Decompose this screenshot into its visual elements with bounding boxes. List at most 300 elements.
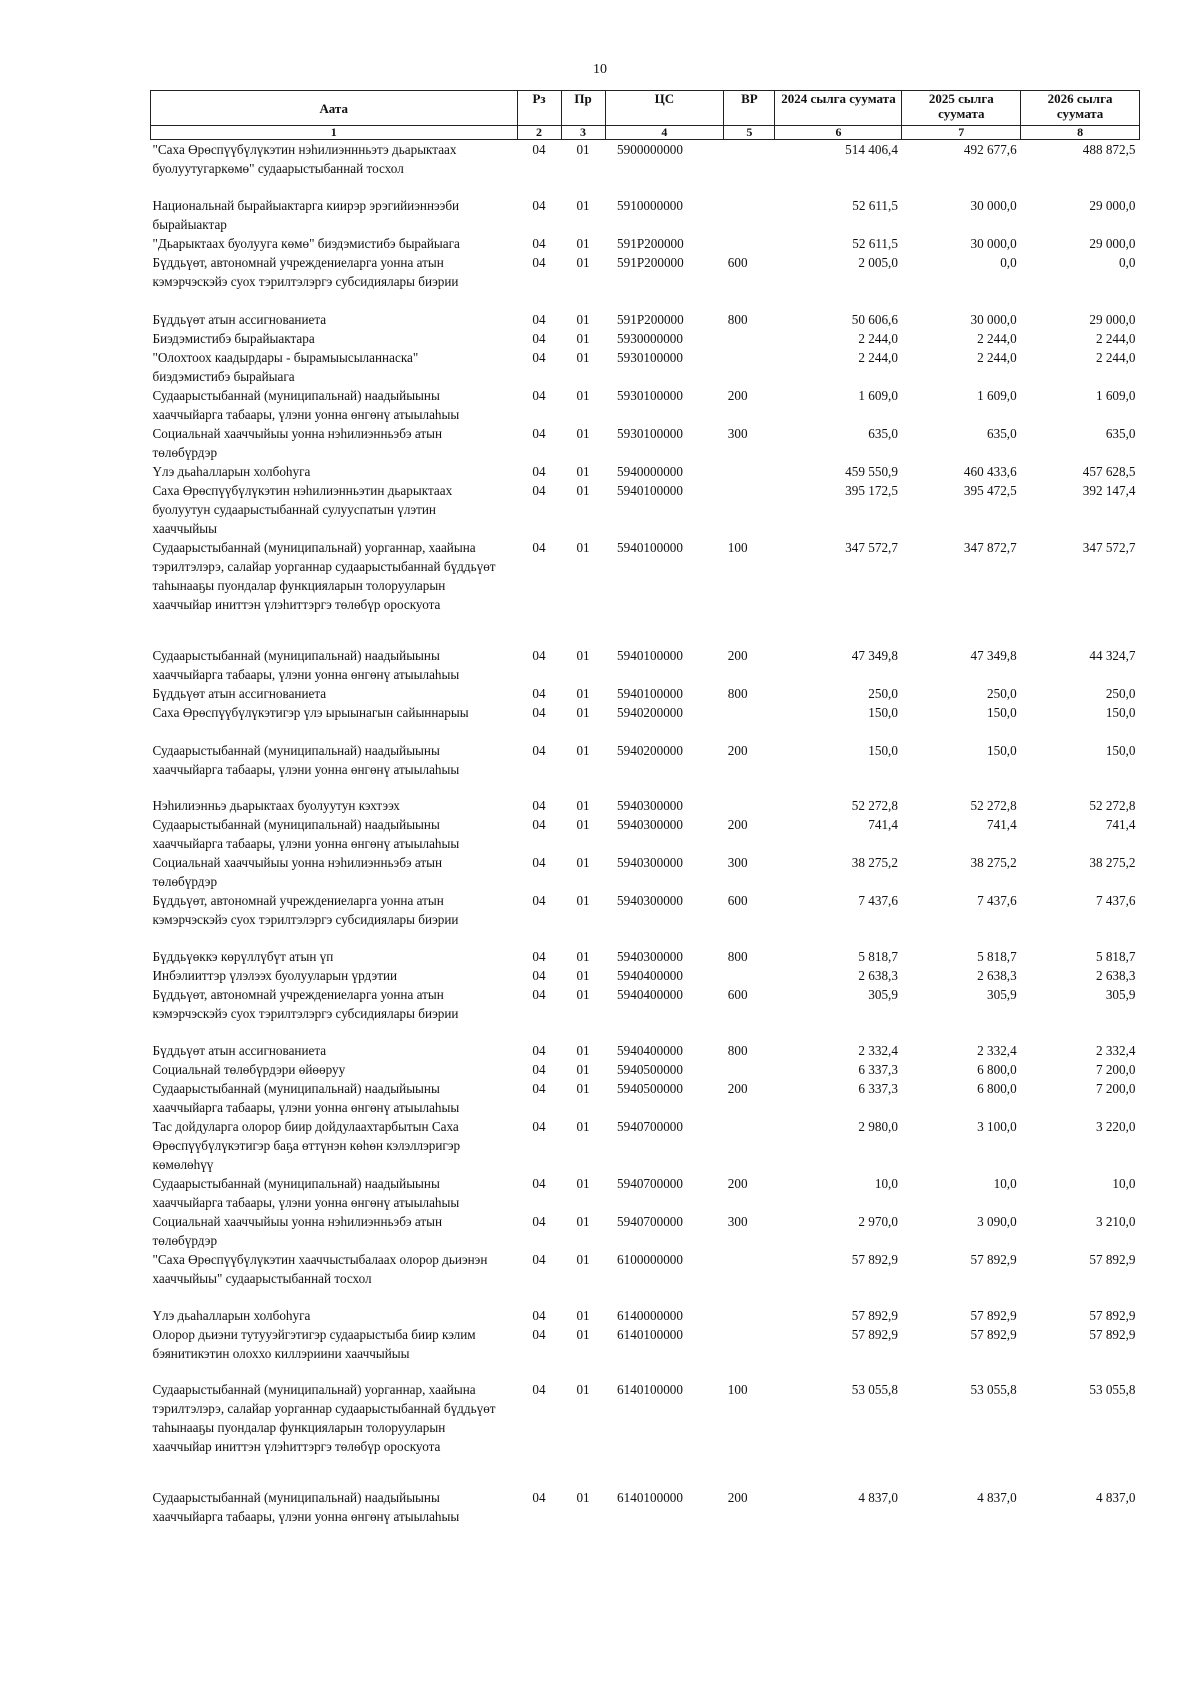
table-cell-name: Бүддьүөт атын ассигнованиета	[152, 685, 327, 701]
table-cell-cs: 5940700000	[617, 1213, 683, 1229]
table-row	[151, 891, 1140, 947]
table-row	[151, 1380, 1140, 1488]
table-cell-pr: 01	[576, 1489, 590, 1505]
table-cell-name: Үлэ дьаһалларын холбоһуга	[152, 1307, 311, 1323]
table-cell-cs: 5940400000	[617, 967, 683, 983]
table-cell-2026: 57 892,9	[1089, 1326, 1136, 1342]
table-cell-pr: 01	[576, 311, 590, 327]
table-cell-2026: 250,0	[1105, 685, 1136, 701]
column-number: 5	[724, 126, 775, 140]
table-cell-vr: 800	[727, 1042, 748, 1058]
table-cell-pr: 01	[576, 349, 590, 365]
column-number: 1	[151, 126, 518, 140]
table-cell-name: Олорор дьиэни тутууэйгэтигэр судаарыстыба биир кэлим бэянитикэтин олоххо киллэриини хааччыйыы	[152, 1326, 476, 1361]
table-cell-vr: 600	[727, 986, 748, 1002]
table-cell-name: "Олохтоох каадырдары - бырамыысыланнаска" биэдэмистибэ бырайыага	[152, 349, 419, 384]
table-cell-2025: 305,9	[987, 986, 1017, 1002]
table-row	[151, 234, 1140, 253]
table-cell-name: Саха Өрөспүүбүлүкэтин нэһилиэнньэтин дьарыктаах буолуутун судаарыстыбаннай сулууспатын үлэтин хааччыйыы	[152, 482, 453, 536]
table-cell-cs: 591P200000	[617, 254, 684, 270]
table-cell-2024: 347 572,7	[845, 539, 898, 555]
table-cell-2026: 2 244,0	[1095, 349, 1136, 365]
table-row	[151, 481, 1140, 538]
table-cell-2025: 57 892,9	[970, 1307, 1017, 1323]
header-2024: 2024 сылга суумата	[775, 91, 902, 126]
table-cell-vr	[724, 234, 775, 253]
table-cell-2025: 30 000,0	[970, 197, 1017, 213]
table-cell-name: Социальнай хааччыйыы уонна нэһилиэнньэбэ атын төлөбүрдэр	[152, 854, 443, 889]
table-cell-vr: 300	[727, 854, 748, 870]
table-cell-2025: 57 892,9	[970, 1251, 1017, 1267]
table-cell-cs: 5940500000	[617, 1080, 683, 1096]
table-cell-vr	[724, 1250, 775, 1306]
table-cell-2025: 57 892,9	[970, 1326, 1017, 1342]
table-cell-2024: 7 437,6	[858, 892, 898, 908]
table-cell-pr: 01	[576, 254, 590, 270]
table-cell-name: Бүддьүөт атын ассигнованиета	[152, 311, 327, 327]
table-cell-rz: 04	[532, 349, 546, 365]
table-cell-pr: 01	[576, 742, 590, 758]
table-cell-name: Судаарыстыбаннай (муниципальнай) наадыйыыны хааччыйарга табаары, үлэни уонна өнгөнү атыылаһыы	[152, 1489, 460, 1524]
table-cell-pr: 01	[576, 704, 590, 720]
table-cell-2026: 3 210,0	[1095, 1213, 1136, 1229]
table-cell-name: Судаарыстыбаннай (муниципальнай) наадыйыыны хааччыйарга табаары, үлэни уонна өнгөнү атыылаһыы	[152, 387, 460, 422]
table-cell-rz: 04	[532, 142, 546, 157]
table-row	[151, 1174, 1140, 1212]
table-cell-2024: 6 337,3	[858, 1061, 898, 1077]
table-cell-cs: 591P200000	[617, 235, 684, 251]
table-cell-2025: 347 872,7	[963, 539, 1017, 555]
table-cell-2024: 10,0	[874, 1175, 898, 1191]
table-cell-2025: 3 100,0	[977, 1118, 1017, 1134]
table-row	[151, 1041, 1140, 1060]
table-row	[151, 966, 1140, 985]
table-row	[151, 1079, 1140, 1117]
table-cell-pr: 01	[576, 539, 590, 555]
table-cell-name: "Саха Өрөспүүбүлүкэтин хааччыстыбалаах олорор дьиэнэн хааччыйыы" судаарыстыбаннай тосхол	[152, 1251, 488, 1286]
table-cell-2025: 7 437,6	[977, 892, 1017, 908]
table-cell-2024: 5 818,7	[858, 948, 898, 964]
table-cell-2026: 5 818,7	[1095, 948, 1136, 964]
table-cell-2024: 38 275,2	[851, 854, 898, 870]
table-cell-rz: 04	[532, 1042, 546, 1058]
table-row	[151, 1250, 1140, 1306]
table-cell-2026: 1 609,0	[1095, 387, 1136, 403]
table-row	[151, 684, 1140, 703]
table-cell-rz: 04	[532, 197, 546, 213]
table-cell-2026: 457 628,5	[1082, 463, 1136, 479]
table-cell-cs: 6140100000	[617, 1381, 683, 1397]
table-cell-2026: 53 055,8	[1089, 1381, 1136, 1397]
column-number: 6	[775, 126, 902, 140]
header-pr: Пр	[561, 91, 605, 126]
table-row	[151, 815, 1140, 853]
table-cell-2026: 2 638,3	[1095, 967, 1136, 983]
page-number: 10	[593, 62, 607, 77]
table-cell-2025: 395 472,5	[963, 482, 1017, 498]
table-cell-2026: 7 437,6	[1095, 892, 1136, 908]
table-cell-rz: 04	[532, 254, 546, 270]
table-cell-cs: 5900000000	[617, 142, 683, 157]
table-cell-2024: 50 606,6	[851, 311, 898, 327]
table-row	[151, 386, 1140, 424]
header-name: Аата	[151, 91, 518, 126]
header-vr: ВР	[724, 91, 775, 126]
table-cell-cs: 5940300000	[617, 892, 683, 908]
table-cell-pr: 01	[576, 1381, 590, 1397]
table-cell-cs: 5940200000	[617, 742, 683, 758]
table-cell-2024: 2 332,4	[858, 1042, 898, 1058]
table-cell-2024: 52 611,5	[852, 235, 898, 251]
table-cell-2024: 47 349,8	[851, 647, 898, 663]
table-row	[151, 462, 1140, 481]
table-cell-name: Тас дойдуларга олорор биир дойдулаахтарбытын Саха Өрөспүүбүлүкэтигэр баҕа өттүнэн көһөн кэлэллэригэр көмөлөһүү	[152, 1118, 461, 1172]
table-cell-2026: 347 572,7	[1082, 539, 1136, 555]
table-cell-2025: 53 055,8	[970, 1381, 1017, 1397]
table-cell-cs: 5930100000	[617, 387, 683, 403]
table-cell-2024: 741,4	[868, 816, 898, 832]
table-row	[151, 253, 1140, 310]
table-cell-2024: 2 244,0	[858, 349, 898, 365]
table-cell-name: Судаарыстыбаннай (муниципальнай) наадыйыыны хааччыйарга табаары, үлэни уонна өнгөнү атыылаһыы	[152, 816, 460, 851]
table-cell-rz: 04	[532, 1061, 546, 1077]
table-cell-pr: 01	[576, 797, 590, 813]
table-cell-name: Судаарыстыбаннай (муниципальнай) наадыйыыны хааччыйарга табаары, үлэни уонна өнгөнү атыылаһыы	[152, 1175, 460, 1210]
table-cell-2024: 635,0	[868, 425, 898, 441]
table-cell-pr: 01	[576, 816, 590, 832]
table-cell-vr	[724, 140, 775, 196]
table-cell-vr: 800	[727, 685, 748, 701]
column-number: 2	[517, 126, 561, 140]
table-row	[151, 329, 1140, 348]
table-cell-vr	[724, 481, 775, 538]
table-cell-2025: 52 272,8	[970, 797, 1017, 813]
table-row	[151, 1060, 1140, 1079]
table-cell-2025: 38 275,2	[970, 854, 1017, 870]
table-cell-name: Саха Өрөспүүбүлүкэтигэр үлэ ырыынагын сайыннарыы	[152, 704, 469, 720]
table-cell-rz: 04	[532, 647, 546, 663]
column-number: 8	[1021, 126, 1140, 140]
table-cell-rz: 04	[532, 330, 546, 346]
table-cell-cs: 5930100000	[617, 425, 683, 441]
table-cell-2025: 30 000,0	[970, 235, 1017, 251]
table-cell-vr: 200	[727, 816, 748, 832]
table-cell-2025: 150,0	[987, 704, 1017, 720]
table-row	[151, 538, 1140, 646]
table-cell-2025: 460 433,6	[963, 463, 1017, 479]
table-cell-rz: 04	[532, 704, 546, 720]
table-cell-name: Бүддьүөт атын ассигнованиета	[152, 1042, 327, 1058]
table-cell-rz: 04	[532, 1080, 546, 1096]
table-cell-2025: 150,0	[987, 742, 1017, 758]
table-cell-name: Бүддьүөккэ көрүллүбүт атын үп	[152, 948, 334, 964]
table-cell-2025: 6 800,0	[977, 1061, 1017, 1077]
table-cell-2025: 2 244,0	[977, 349, 1017, 365]
table-body	[151, 140, 1140, 1526]
table-cell-rz: 04	[532, 742, 546, 758]
table-cell-pr: 01	[576, 1326, 590, 1342]
table-cell-2026: 488 872,5	[1082, 142, 1136, 157]
table-cell-rz: 04	[532, 948, 546, 964]
table-cell-pr: 01	[576, 197, 590, 213]
table-cell-pr: 01	[576, 1175, 590, 1191]
table-cell-pr: 01	[576, 463, 590, 479]
table-cell-2024: 305,9	[868, 986, 898, 1002]
table-cell-rz: 04	[532, 1118, 546, 1134]
table-cell-2026: 4 837,0	[1095, 1489, 1136, 1505]
table-cell-2024: 2 244,0	[858, 330, 898, 346]
table-cell-cs: 5910000000	[617, 197, 683, 213]
table-row	[151, 703, 1140, 741]
table-cell-2025: 6 800,0	[977, 1080, 1017, 1096]
table-cell-vr: 300	[727, 425, 748, 441]
table-row	[151, 310, 1140, 329]
table-cell-cs: 5940100000	[617, 647, 683, 663]
table-cell-rz: 04	[532, 539, 546, 555]
table-cell-cs: 5940100000	[617, 482, 683, 498]
table-cell-2026: 29 000,0	[1089, 197, 1136, 213]
table-cell-vr: 300	[727, 1213, 748, 1229]
table-row	[151, 1212, 1140, 1250]
table-cell-cs: 6140000000	[617, 1307, 683, 1323]
table-cell-pr: 01	[576, 1118, 590, 1134]
table-cell-2024: 150,0	[868, 704, 898, 720]
table-cell-rz: 04	[532, 967, 546, 983]
table-cell-cs: 5940100000	[617, 685, 683, 701]
table-cell-2024: 2 980,0	[858, 1118, 898, 1134]
table-cell-vr: 600	[727, 254, 748, 270]
table-cell-cs: 5940500000	[617, 1061, 683, 1077]
table-cell-vr	[724, 1306, 775, 1325]
table-cell-pr: 01	[576, 1307, 590, 1323]
table-cell-name: Судаарыстыбаннай (муниципальнай) наадыйыыны хааччыйарга табаары, үлэни уонна өнгөнү атыылаһыы	[152, 1080, 460, 1115]
table-cell-2026: 52 272,8	[1089, 797, 1136, 813]
table-cell-2025: 635,0	[987, 425, 1017, 441]
table-cell-2024: 4 837,0	[858, 1489, 898, 1505]
table-cell-cs: 5940400000	[617, 986, 683, 1002]
table-cell-rz: 04	[532, 816, 546, 832]
table-cell-2024: 459 550,9	[845, 463, 898, 479]
table-cell-rz: 04	[532, 892, 546, 908]
table-cell-pr: 01	[576, 967, 590, 983]
table-cell-vr: 200	[727, 742, 748, 758]
table-cell-2024: 1 609,0	[858, 387, 898, 403]
table-cell-rz: 04	[532, 1489, 546, 1505]
table-cell-cs: 5930100000	[617, 349, 683, 365]
table-row	[151, 1325, 1140, 1380]
table-cell-pr: 01	[576, 482, 590, 498]
table-cell-pr: 01	[576, 685, 590, 701]
table-cell-name: Бүддьүөт, автономнай учреждениеларга уонна атын кэмэрчэскэйэ суох тэрилтэлэргэ субсидиялары биэрии	[152, 986, 459, 1021]
table-cell-cs: 5930000000	[617, 330, 683, 346]
table-cell-2025: 47 349,8	[970, 647, 1017, 663]
table-cell-2025: 741,4	[987, 816, 1017, 832]
budget-table	[150, 90, 1140, 1526]
table-cell-vr: 600	[727, 892, 748, 908]
table-cell-2024: 2 005,0	[858, 254, 898, 270]
table-cell-vr: 100	[727, 539, 748, 555]
table-cell-2025: 2 332,4	[977, 1042, 1017, 1058]
column-number: 3	[561, 126, 605, 140]
table-cell-name: Социальнай хааччыйыы уонна нэһилиэнньэбэ атын төлөбүрдэр	[152, 425, 443, 460]
table-cell-vr: 200	[727, 387, 748, 403]
table-cell-2024: 52 611,5	[852, 197, 898, 213]
table-row	[151, 196, 1140, 234]
table-row	[151, 741, 1140, 796]
table-cell-cs: 5940300000	[617, 797, 683, 813]
table-cell-cs: 6100000000	[617, 1251, 683, 1267]
table-cell-rz: 04	[532, 1213, 546, 1229]
table-cell-name: Социальнай төлөбүрдэри өйөөруу	[152, 1061, 346, 1077]
table-row	[151, 1488, 1140, 1526]
column-number-row	[151, 126, 1140, 140]
table-cell-pr: 01	[576, 1061, 590, 1077]
table-cell-cs: 5940700000	[617, 1118, 683, 1134]
table-cell-pr: 01	[576, 892, 590, 908]
table-cell-2026: 305,9	[1105, 986, 1136, 1002]
table-cell-cs: 6140100000	[617, 1326, 683, 1342]
table-cell-pr: 01	[576, 330, 590, 346]
table-cell-name: Социальнай хааччыйыы уонна нэһилиэнньэбэ атын төлөбүрдэр	[152, 1213, 443, 1248]
table-cell-vr	[724, 703, 775, 741]
table-cell-name: "Саха Өрөспүүбүлүкэтин нэһилиэннньэтэ дьарыктаах буолуутугаркөмө" судаарыстыбаннай тосхол	[152, 142, 457, 176]
table-cell-2025: 2 244,0	[977, 330, 1017, 346]
table-cell-pr: 01	[576, 1213, 590, 1229]
table-cell-2026: 7 200,0	[1095, 1061, 1136, 1077]
table-cell-cs: 591P200000	[617, 311, 684, 327]
table-cell-2024: 57 892,9	[851, 1307, 898, 1323]
table-cell-2025: 250,0	[987, 685, 1017, 701]
table-cell-2026: 57 892,9	[1089, 1307, 1136, 1323]
table-cell-vr: 200	[727, 1489, 748, 1505]
table-cell-rz: 04	[532, 1381, 546, 1397]
table-cell-rz: 04	[532, 311, 546, 327]
table-cell-name: Бүддьүөт, автономнай учреждениеларга уонна атын кэмэрчэскэйэ суох тэрилтэлэргэ субсидиялары биэрии	[152, 254, 459, 289]
table-row	[151, 985, 1140, 1041]
table-cell-pr: 01	[576, 948, 590, 964]
table-cell-2026: 150,0	[1105, 704, 1136, 720]
table-cell-vr: 800	[727, 948, 748, 964]
table-cell-pr: 01	[576, 647, 590, 663]
table-cell-2026: 10,0	[1112, 1175, 1136, 1191]
table-cell-vr	[724, 796, 775, 815]
table-cell-name: Судаарыстыбаннай (муниципальнай) уорганнар, хаайына тэрилтэлэрэ, салайар уорганнар судаарыстыбаннай бүддьүөт таһынааҕы пуондалар функцияларын толорууларын хааччыйар иниттэн үлэһиттэргэ төлөбүр ороскуота	[152, 539, 496, 612]
table-row	[151, 1117, 1140, 1174]
table-cell-rz: 04	[532, 387, 546, 403]
table-cell-rz: 04	[532, 425, 546, 441]
table-cell-vr: 800	[727, 311, 748, 327]
table-cell-vr	[724, 462, 775, 481]
table-cell-2024: 2 638,3	[858, 967, 898, 983]
table-cell-rz: 04	[532, 685, 546, 701]
table-cell-rz: 04	[532, 482, 546, 498]
table-row	[151, 424, 1140, 462]
table-cell-cs: 6140100000	[617, 1489, 683, 1505]
table-cell-2024: 514 406,4	[845, 142, 898, 157]
table-cell-2024: 250,0	[868, 685, 898, 701]
table-cell-2024: 53 055,8	[851, 1381, 898, 1397]
table-cell-cs: 5940400000	[617, 1042, 683, 1058]
table-cell-2025: 30 000,0	[970, 311, 1017, 327]
table-cell-pr: 01	[576, 1042, 590, 1058]
table-cell-2024: 395 172,5	[845, 482, 898, 498]
header-cs: ЦС	[605, 91, 724, 126]
table-cell-2026: 38 275,2	[1089, 854, 1136, 870]
table-cell-2025: 2 638,3	[977, 967, 1017, 983]
table-cell-rz: 04	[532, 1251, 546, 1267]
table-cell-vr	[724, 1325, 775, 1380]
header-2025: 2025 сылга суумата	[902, 91, 1021, 126]
table-cell-name: Судаарыстыбаннай (муниципальнай) наадыйыыны хааччыйарга табаары, үлэни уонна өнгөнү атыылаһыы	[152, 742, 460, 777]
table-cell-rz: 04	[532, 463, 546, 479]
table-cell-cs: 5940700000	[617, 1175, 683, 1191]
table-cell-name: Үлэ дьаһалларын холбоһуга	[152, 463, 311, 479]
table-header-row	[151, 91, 1140, 126]
table-cell-name: Судаарыстыбаннай (муниципальнай) уорганнар, хаайына тэрилтэлэрэ, салайар уорганнар судаарыстыбаннай бүддьүөт таһынааҕы пуондалар функцияларын толорууларын хааччыйар иниттэн үлэһиттэргэ төлөбүр ороскуота	[152, 1381, 496, 1454]
table-cell-name: Судаарыстыбаннай (муниципальнай) наадыйыыны хааччыйарга табаары, үлэни уонна өнгөнү атыылаһыы	[152, 647, 460, 682]
table-cell-name: Инбэлииттэр үлэлээх буолууларын үрдэтии	[152, 967, 398, 983]
table-cell-2026: 635,0	[1105, 425, 1136, 441]
table-cell-2026: 392 147,4	[1082, 482, 1136, 498]
table-cell-2025: 4 837,0	[977, 1489, 1017, 1505]
table-cell-rz: 04	[532, 854, 546, 870]
table-cell-pr: 01	[576, 1251, 590, 1267]
table-cell-vr: 100	[727, 1381, 748, 1397]
table-cell-rz: 04	[532, 797, 546, 813]
table-row	[151, 947, 1140, 966]
table-cell-2026: 2 244,0	[1095, 330, 1136, 346]
column-number: 4	[605, 126, 724, 140]
table-cell-2024: 57 892,9	[851, 1326, 898, 1342]
table-cell-rz: 04	[532, 986, 546, 1002]
table-cell-rz: 04	[532, 1175, 546, 1191]
table-row	[151, 348, 1140, 386]
table-cell-vr	[724, 1060, 775, 1079]
table-cell-vr	[724, 966, 775, 985]
table-cell-name: Бүддьүөт, автономнай учреждениеларга уонна атын кэмэрчэскэйэ суох тэрилтэлэргэ субсидиялары биэрии	[152, 892, 459, 927]
table-cell-rz: 04	[532, 235, 546, 251]
table-cell-2025: 1 609,0	[977, 387, 1017, 403]
column-number: 7	[902, 126, 1021, 140]
table-cell-2026: 29 000,0	[1089, 235, 1136, 251]
table-cell-rz: 04	[532, 1307, 546, 1323]
table-cell-2025: 492 677,6	[963, 142, 1017, 157]
table-cell-pr: 01	[576, 387, 590, 403]
table-row	[151, 853, 1140, 891]
table-row	[151, 140, 1140, 196]
table-cell-cs: 5940300000	[617, 816, 683, 832]
table-cell-vr	[724, 196, 775, 234]
table-row	[151, 646, 1140, 684]
table-cell-2026: 3 220,0	[1095, 1118, 1136, 1134]
table-cell-name: Национальнай бырайыактарга киирэр эрэгийиэннээби бырайыактар	[152, 197, 460, 232]
table-cell-name: Нэһилиэнньэ дьарыктаах буолуутун кэхтээх	[152, 797, 400, 813]
header-rz: Рз	[517, 91, 561, 126]
table-cell-pr: 01	[576, 1080, 590, 1096]
table-cell-cs: 5940000000	[617, 463, 683, 479]
table-cell-pr: 01	[576, 235, 590, 251]
table-row	[151, 796, 1140, 815]
table-cell-rz: 04	[532, 1326, 546, 1342]
table-cell-cs: 5940300000	[617, 854, 683, 870]
table-cell-2026: 57 892,9	[1089, 1251, 1136, 1267]
table-row	[151, 1306, 1140, 1325]
table-cell-pr: 01	[576, 142, 590, 157]
table-cell-2026: 29 000,0	[1089, 311, 1136, 327]
table-cell-name: "Дьарыктаах буолууга көмө" биэдэмистибэ бырайыага	[152, 235, 460, 251]
table-cell-2026: 44 324,7	[1089, 647, 1136, 663]
table-cell-2024: 6 337,3	[858, 1080, 898, 1096]
